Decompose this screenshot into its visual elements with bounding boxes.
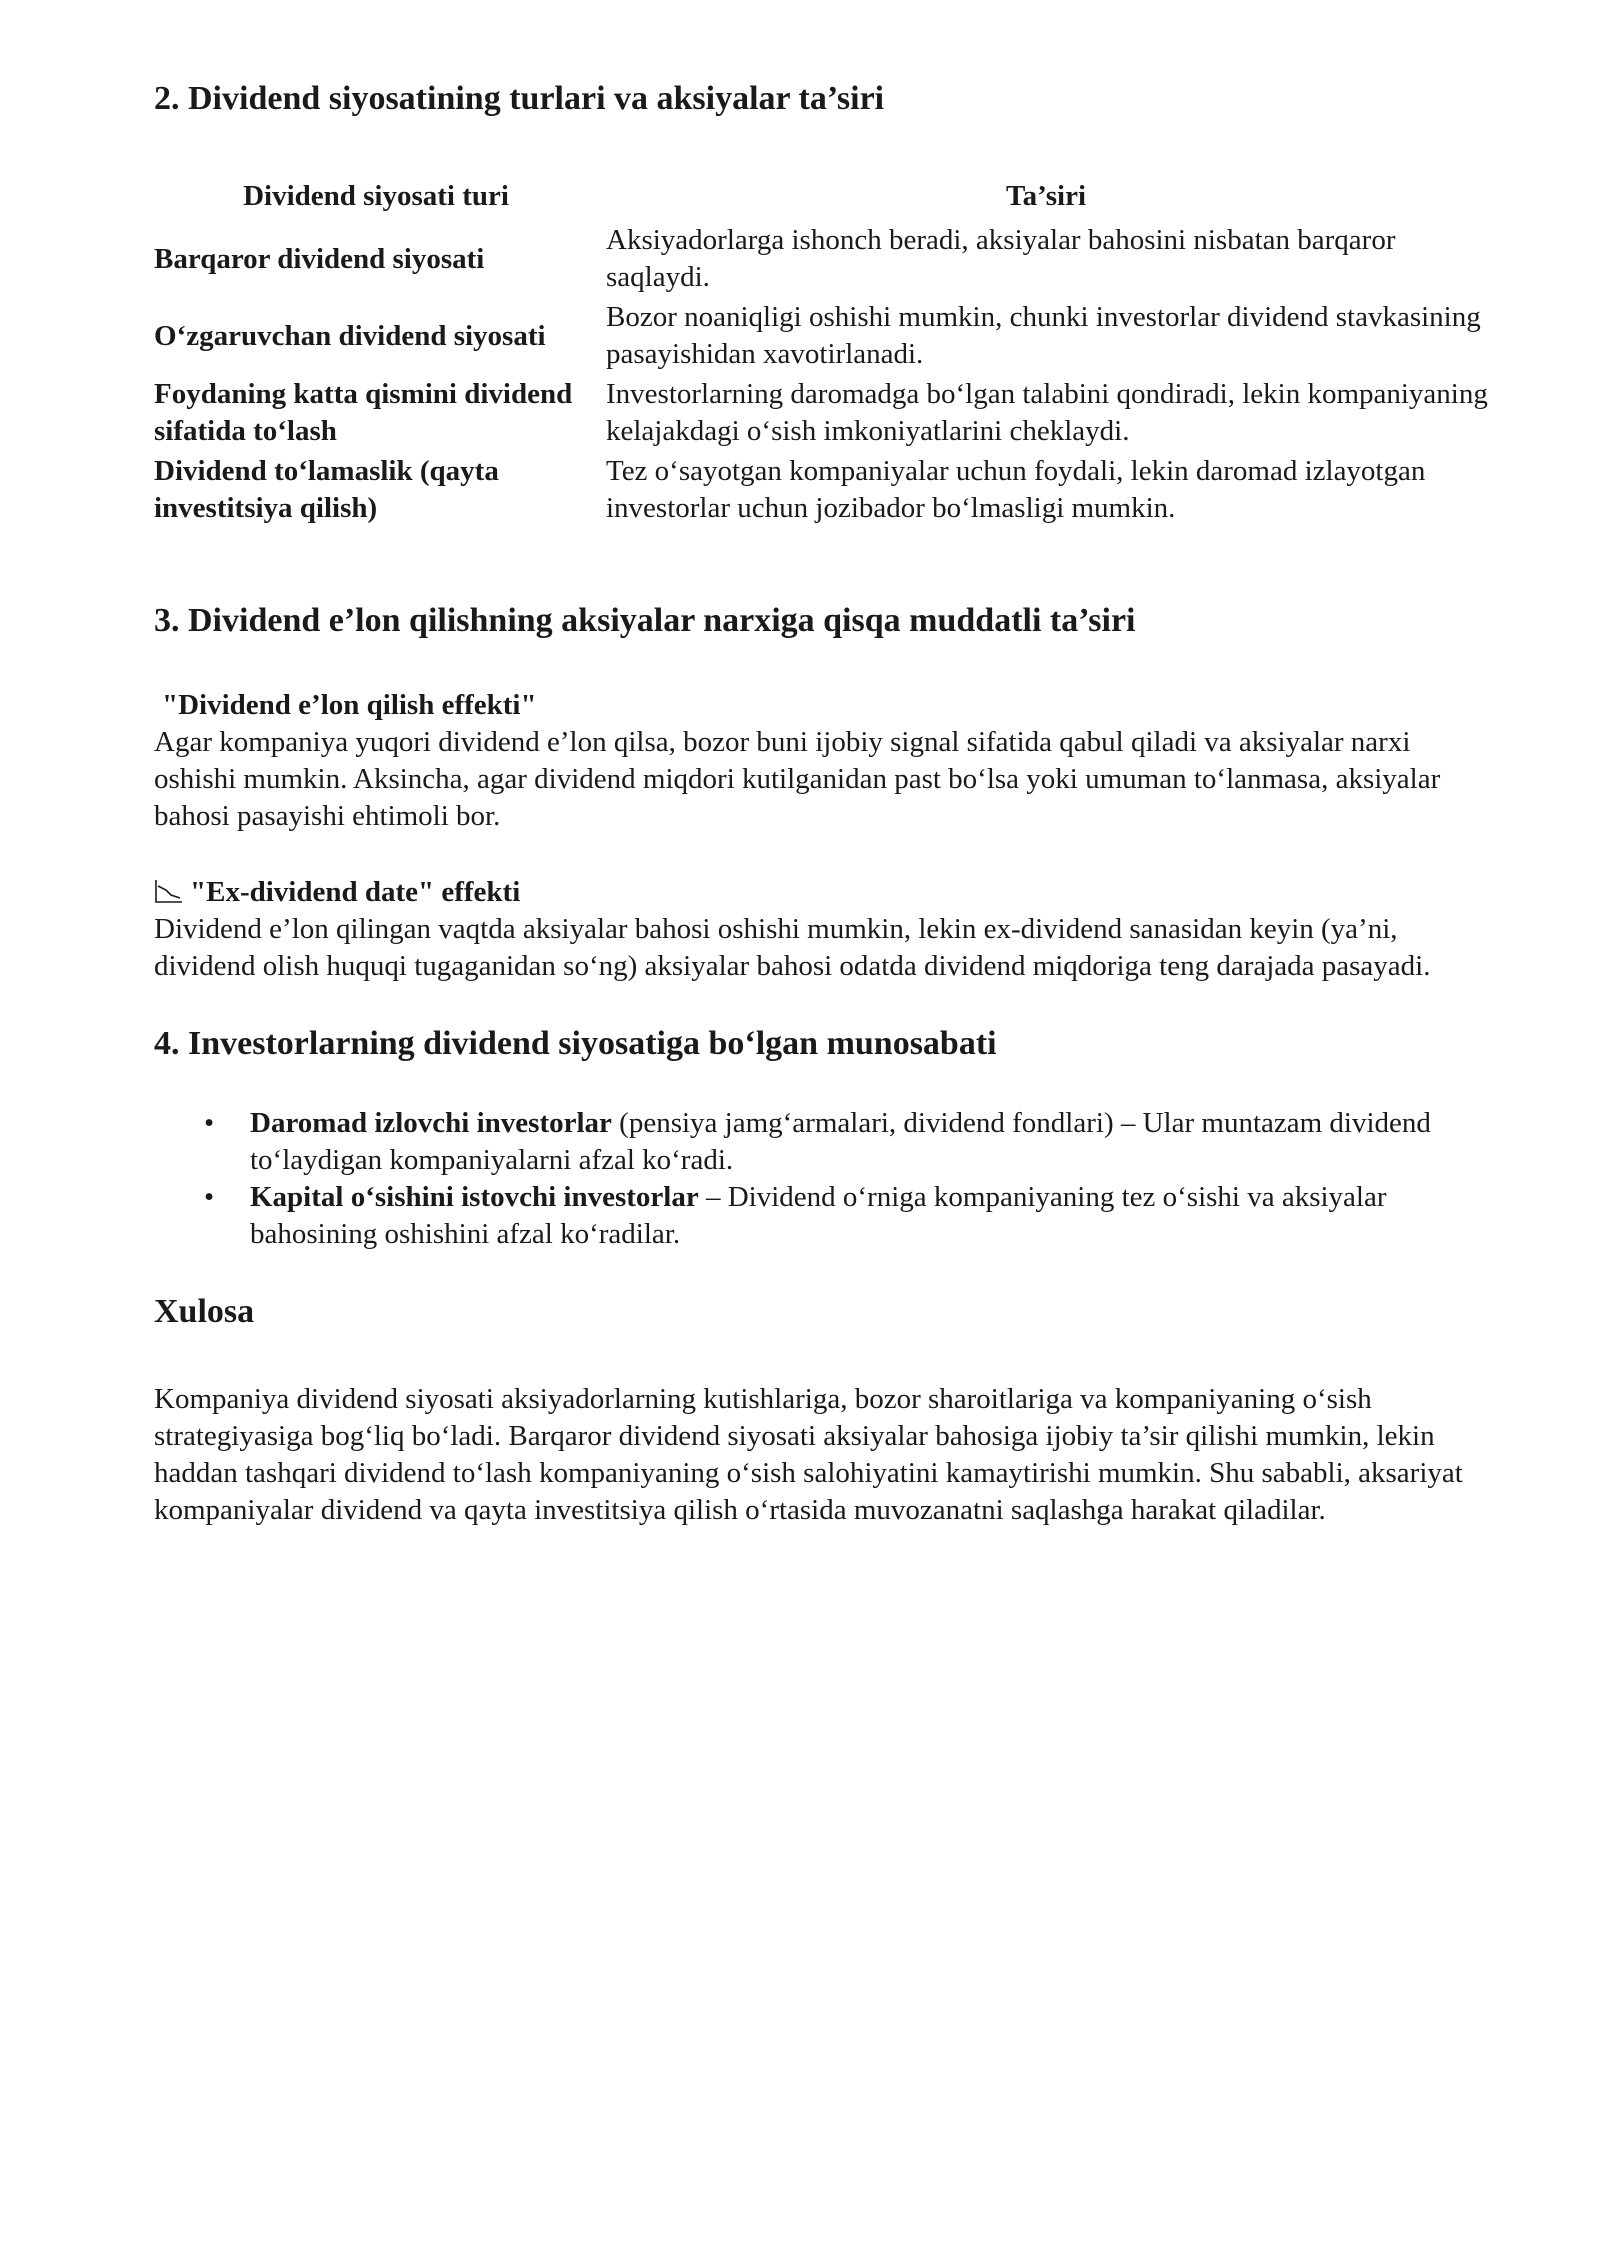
investor-type-label: Kapital o‘sishini istovchi investorlar (250, 1181, 699, 1213)
policy-effect-cell: Investorlarning daromadga bo‘lgan talabini qondiradi, lekin kompaniyaning kelajakdagi o‘sish imkoniyatlarini cheklaydi. (606, 378, 1488, 447)
policy-type-cell: Barqaror dividend siyosati (154, 242, 485, 275)
investor-types-list (154, 1105, 1480, 1253)
investor-type-description: – Dividend o‘rniga kompaniyaning tez o‘sishi va aksiyalar bahosining oshishini afzal ko‘radilar. (250, 1181, 1387, 1250)
conclusion-title: Xulosa (154, 1293, 255, 1330)
section-3-title: 3. Dividend e’lon qilishning aksiyalar narxiga qisqa muddatli ta’siri (154, 602, 1136, 639)
bullet-marker: • (204, 1181, 215, 1213)
policy-type-cell: O‘zgaruvchan dividend siyosati (154, 319, 546, 352)
policy-effect-cell: Tez o‘sayotgan kompaniyalar uchun foydali, lekin daromad izlayotgan investorlar uchun jozibador bo‘lmasligi mumkin. (606, 455, 1426, 524)
announcement-effect-heading: "Dividend e’lon qilish effekti" (162, 689, 537, 721)
table-header-row (154, 178, 1494, 222)
table-row (154, 376, 1494, 453)
bullet-marker: • (204, 1107, 215, 1139)
policy-effect-cell: Bozor noaniqligi oshishi mumkin, chunki investorlar dividend stavkasining pasayishidan xavotirlanadi. (606, 301, 1481, 370)
policy-type-cell: Foydaning katta qismini dividend sifatida to‘lash (154, 378, 573, 447)
investor-type-label: Daromad izlovchi investorlar (250, 1107, 612, 1139)
table-row (154, 299, 1494, 376)
exdividend-effect-heading-line (154, 873, 1480, 911)
section-2-title: 2. Dividend siyosatining turlari va aksiyalar ta’siri (154, 80, 885, 117)
list-item (204, 1179, 1480, 1253)
policy-effect-cell: Aksiyadorlarga ishonch beradi, aksiyalar bahosini nisbatan barqaror saqlaydi. (606, 224, 1396, 293)
chart-decreasing-icon (154, 876, 184, 902)
section-4-title: 4. Investorlarning dividend siyosatiga bo‘lgan munosabati (154, 1025, 997, 1062)
investor-type-description: (pensiya jamg‘armalari, dividend fondlari) – Ular muntazam dividend to‘laydigan kompaniyalarni afzal ko‘radi. (250, 1107, 1431, 1176)
conclusion-text: Kompaniya dividend siyosati aksiyadorlarning kutishlariga, bozor sharoitlariga va kompaniyaning o‘sish strategiyasiga bog‘liq bo‘ladi. Barqaror dividend siyosati aksiyalar bahosiga ijobiy ta’sir qilishi mumkin, lekin haddan tashqari dividend to‘lash kompaniyaning o‘sish salohiyatini kamaytirishi mumkin. Shu sababli, aksariyat kompaniyalar dividend va qayta investitsiya qilish o‘rtasida muvozanatni saqlashga harakat qiladilar. (154, 1383, 1463, 1526)
table-row (154, 453, 1494, 530)
exdividend-effect-text: Dividend e’lon qilingan vaqtda aksiyalar bahosi oshishi mumkin, lekin ex-dividend sanasidan keyin (ya’ni, dividend olish huquqi tugaganidan so‘ng) aksiyalar bahosi odatda dividend miqdoriga teng darajada pasayadi. (154, 913, 1431, 982)
column-header-effect: Ta’siri (1005, 180, 1087, 212)
column-header-policy-type: Dividend siyosati turi (243, 180, 509, 212)
announcement-effect-text: Agar kompaniya yuqori dividend e’lon qilsa, bozor buni ijobiy signal sifatida qabul qiladi va aksiyalar narxi oshishi mumkin. Aksincha, agar dividend miqdori kutilganidan past bo‘lsa yoki umuman to‘lanmasa, aksiyalar bahosi pasayishi ehtimoli bor. (154, 726, 1441, 832)
table-row (154, 222, 1494, 299)
policy-type-cell: Dividend to‘lamaslik (qayta investitsiya qilish) (154, 455, 499, 524)
exdividend-effect-heading: "Ex-dividend date" effekti (190, 876, 521, 908)
dividend-policy-table (154, 178, 1494, 530)
list-item (204, 1105, 1480, 1179)
